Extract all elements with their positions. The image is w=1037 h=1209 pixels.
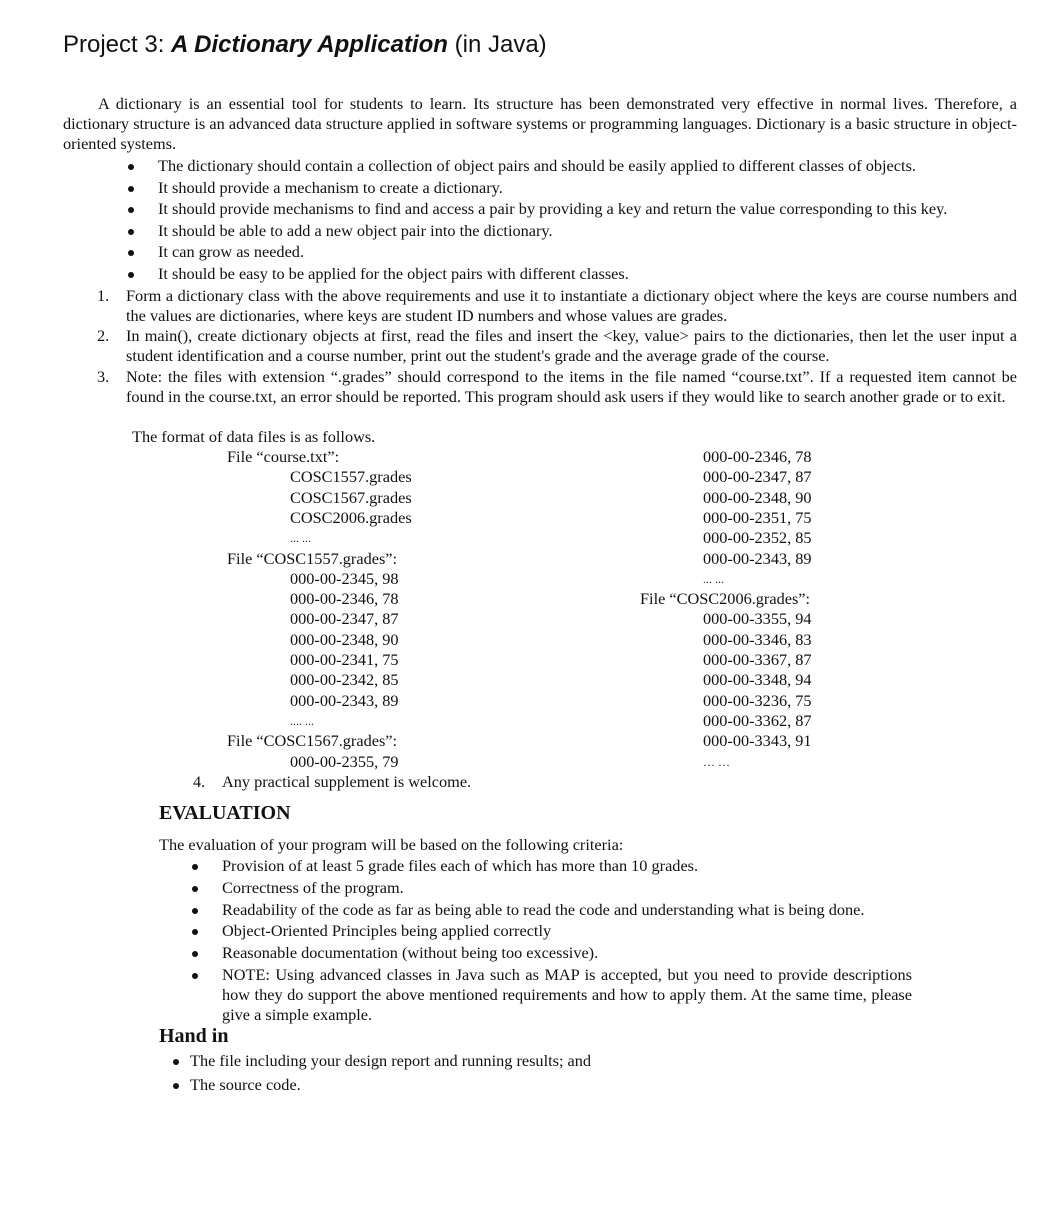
step-number: 2.	[97, 326, 110, 345]
bullet-dot-icon	[192, 886, 198, 892]
step-number: 3.	[97, 367, 110, 386]
data-line: 000-00-2342, 85	[290, 670, 399, 690]
data-line: COSC2006.grades	[290, 507, 412, 527]
data-line: 000-00-3355, 94	[703, 609, 812, 629]
bullet-dot-icon	[192, 864, 198, 870]
evaluation-intro: The evaluation of your program will be based on the following criteria:	[159, 835, 624, 854]
evaluation-criterion: Reasonable documentation (without being too excessive).	[222, 943, 599, 962]
data-line: 000-00-3346, 83	[703, 629, 812, 649]
bullet-dot-icon	[128, 164, 134, 170]
requirement-item: It should provide mechanisms to find and access a pair by providing a key and return the value corresponding to this key.	[158, 199, 948, 218]
data-line: 000-00-2348, 90	[703, 487, 812, 507]
data-line: 000-00-2346, 78	[703, 447, 812, 466]
data-line: COSC1567.grades	[290, 487, 412, 507]
bullet-dot-icon	[128, 229, 134, 235]
requirement-item: It should be able to add a new object pair into the dictionary.	[158, 220, 553, 240]
step-text: Form a dictionary class with the above requirements and use it to instantiate a dictionary object where the keys are course numbers and the values are dictionaries, where keys are student ID numbers and whose values are grades.	[126, 286, 1017, 325]
hand-in-item: The file including your design report and running results; and	[190, 1051, 592, 1070]
step-text: In main(), create dictionary objects at first, read the files and insert the <key, value> pairs to the dictionaries, then let the user input a student identification and a course number, print out the student's grade and the average grade of the course.	[126, 326, 1017, 365]
bullet-dot-icon	[128, 250, 134, 256]
page-title	[63, 29, 547, 61]
bullet-dot-icon	[128, 186, 134, 192]
hand-in-item: The source code.	[190, 1075, 301, 1094]
evaluation-criterion: Provision of at least 5 grade files each of which has more than 10 grades.	[222, 856, 699, 875]
data-line: 000-00-2347, 87	[703, 467, 812, 487]
data-line: ... ...	[703, 571, 724, 586]
intro-paragraph: A dictionary is an essential tool for students to learn. Its structure has been demonstrated very effective in normal lives. Therefore, a dictionary structure is an advanced data structure applied in software systems or programming languages. Dictionary is a basic structure in object-oriented systems.	[63, 94, 1017, 153]
data-line: 000-00-2348, 90	[290, 629, 399, 649]
bullet-dot-icon	[128, 207, 134, 213]
data-line: 000-00-2343, 89	[290, 690, 399, 710]
title-prefix: Project 3:	[63, 31, 172, 58]
data-line: 000-00-2352, 85	[703, 528, 812, 548]
data-line: 000-00-2347, 87	[290, 609, 399, 629]
data-line: 000-00-3362, 87	[703, 710, 812, 730]
data-line: 000-00-2346, 78	[290, 589, 399, 609]
step-4-number: 4.	[193, 772, 206, 791]
hand-in-heading: Hand in	[159, 1025, 229, 1047]
requirement-item: It can grow as needed.	[158, 242, 305, 261]
bullet-dot-icon	[173, 1059, 179, 1065]
bullet-dot-icon	[192, 929, 198, 935]
file-label: File “COSC1557.grades”:	[227, 548, 398, 568]
step-number: 1.	[97, 286, 110, 305]
data-line: ... ...	[290, 531, 311, 546]
requirement-item: The dictionary should contain a collection of object pairs and should be easily applied to different classes of objects.	[158, 156, 916, 175]
data-line: .... ...	[290, 713, 314, 728]
data-line: 000-00-2345, 98	[290, 568, 399, 588]
bullet-dot-icon	[192, 908, 198, 914]
title-emphasis: A Dictionary Application	[171, 31, 448, 58]
evaluation-criterion: Correctness of the program.	[222, 878, 404, 897]
data-line: 000-00-3343, 91	[703, 731, 812, 751]
data-line: … …	[703, 754, 730, 769]
data-line: 000-00-2355, 79	[290, 751, 399, 771]
data-line: 000-00-2343, 89	[703, 548, 812, 568]
format-intro: The format of data files is as follows.	[132, 427, 376, 446]
data-line: 000-00-3236, 75	[703, 690, 812, 710]
bullet-dot-icon	[128, 272, 134, 278]
requirement-item: It should provide a mechanism to create a dictionary.	[158, 177, 503, 197]
data-line: 000-00-3348, 94	[703, 670, 812, 690]
title-suffix: (in Java)	[447, 31, 547, 58]
data-line: 000-00-2351, 75	[703, 507, 812, 527]
data-line: 000-00-3367, 87	[703, 650, 812, 669]
evaluation-criterion: NOTE: Using advanced classes in Java such as MAP is accepted, but you need to provide descriptions how they do support the above mentioned requirements and how to apply them. At the same time, please give a simple example.	[222, 965, 912, 1024]
file-label: File “course.txt”:	[227, 447, 340, 466]
bullet-dot-icon	[192, 973, 198, 979]
requirement-item: It should be easy to be applied for the object pairs with different classes.	[158, 263, 629, 283]
file-label: File “COSC2006.grades”:	[640, 589, 811, 609]
evaluation-heading: EVALUATION	[159, 802, 291, 824]
file-label: File “COSC1567.grades”:	[227, 731, 398, 751]
bullet-dot-icon	[192, 951, 198, 957]
evaluation-criterion: Readability of the code as far as being able to read the code and understanding what is being done.	[222, 900, 865, 919]
data-line: 000-00-2341, 75	[290, 650, 399, 669]
bullet-dot-icon	[173, 1083, 179, 1089]
step-4-text: Any practical supplement is welcome.	[222, 772, 472, 791]
data-line: COSC1557.grades	[290, 467, 412, 487]
step-text: Note: the files with extension “.grades” should correspond to the items in the file named “course.txt”. If a requested item cannot be found in the course.txt, an error should be reported. This program should ask users if they would like to search another grade or to exit.	[126, 367, 1017, 406]
evaluation-criterion: Object-Oriented Principles being applied correctly	[222, 921, 552, 940]
